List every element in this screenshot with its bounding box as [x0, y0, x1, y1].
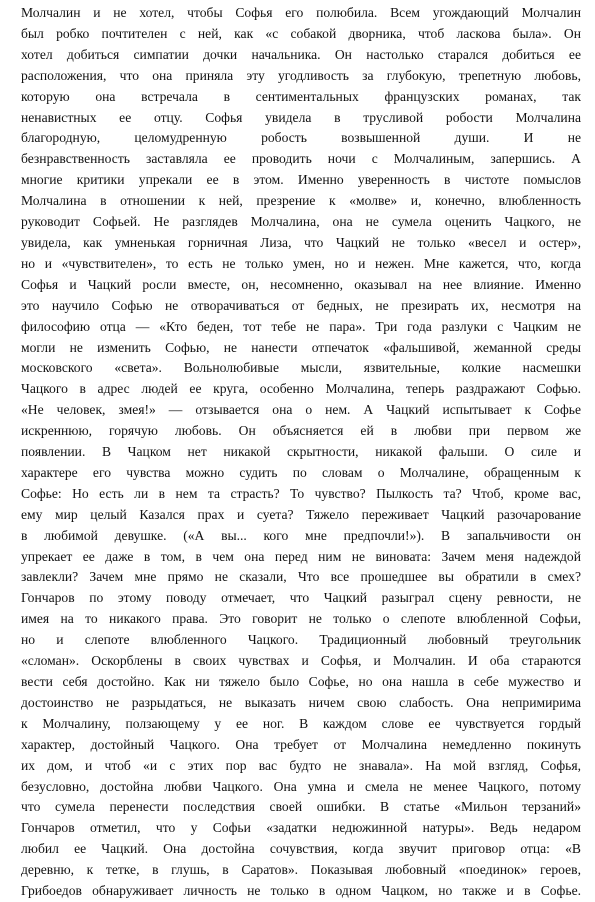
text-line: достоинство не разрыдаться, не выказать ничем свою слабость. Она непримирима: [21, 694, 581, 710]
text-line: которую она встречала в сентиментальных французских романах, так: [21, 88, 581, 104]
text-line: «сломан». Оскорблены в своих чувствах и Софья, и Молчалин. И оба стараются: [21, 653, 581, 669]
text-line: но и слепоте влюбленного Чацкого. Традиционный любовный треугольник: [21, 632, 581, 648]
text-line: что сумела перенести последствия своей ошибки. В статье «Мильон терзаний»: [21, 799, 581, 815]
text-line: Молчалин и не хотел, чтобы Софья его полюбила. Всем угождающий Молчалин: [21, 5, 581, 20]
text-line: искреннюю, горячую любовь. Он объясняется ей в любви при первом же: [21, 423, 581, 439]
text-line: любил ее Чацкий. Она достойна сочувствия, когда звучит приговор отца: «В: [21, 841, 581, 857]
text-line: московского «света». Вольнолюбивые мысли, язвительные, колкие насмешки: [21, 360, 581, 376]
text-line: характере его чувства можно судить по словам о Молчалине, обращенным к: [21, 464, 581, 480]
text-line: это научило Софью не отворачиваться от бедных, не презирать их, несмотря на: [21, 297, 581, 313]
text-line: ему мир целый Казался прах и суета? Тяжело переживает Чацкий разочарование: [21, 506, 581, 522]
text-line: появлении. В Чацком нет никакой скрытности, никакой фальши. О силе и: [21, 444, 581, 460]
text-line: Грибоедов обнаруживает личность не только в одном Чацком, но также и в Софье.: [21, 883, 581, 899]
body-text: [21, 3, 581, 902]
text-line: многие критики упрекали ее в этом. Именно уверенность в чистоте помыслов: [21, 172, 581, 188]
text-line: имея на то никакого права. Это говорит не только о слепоте влюбленной Софьи,: [21, 611, 581, 627]
text-line: Гончаров по этому поводу отмечает, что Чацкий разыграл сцену ревности, не: [21, 590, 581, 606]
text-line: завлекли? Зачем мне прямо не сказали, Что все прошедшее вы обратили в смех?: [21, 569, 581, 585]
text-line: «Не человек, змея!» — отзывается она о нем. А Чацкий испытывает к Софье: [21, 402, 581, 418]
text-line: к Молчалину, ползающему у ее ног. В каждом слове ее чувствуется гордый: [21, 715, 581, 731]
text-line: Софья и Чацкий росли вместе, он, несомненно, оказывал на нее влияние. Именно: [21, 276, 581, 292]
text-line: расположения, что она приняла эту угодливость за глубокую, трепетную любовь,: [21, 67, 581, 83]
text-line: Гончаров отметил, что у Софьи «задатки недюжинной натуры». Ведь недаром: [21, 820, 581, 836]
text-line: благородную, целомудренную робость возвышенной души. И не: [21, 130, 581, 146]
text-line: был робко почтителен с ней, как «с собакой дворника, чтоб ласкова была». Он: [21, 25, 581, 41]
text-line: ненавистных ее отцу. Софья увидела в трусливой робости Молчалина: [21, 109, 581, 125]
text-line: Чацкого в адрес людей ее круга, особенно Молчалина, теперь раздражают Софью.: [21, 381, 581, 397]
text-line: безусловно, достойна любви Чацкого. Она умна и смела не менее Чацкого, потому: [21, 778, 581, 794]
text-line: вести себя достойно. Как ни тяжело было Софье, но она нашла в себе мужество и: [21, 674, 581, 689]
text-line: деревню, к тетке, в глушь, в Саратов». Показывая любовный «поединок» героев,: [21, 862, 581, 878]
text-line: руководит Софьей. Не разглядев Молчалина, она не сумела оценить Чацкого, не: [21, 214, 581, 230]
text-line: Молчалина в отношении к ней, презрение к «молве» и, конечно, влюбленность: [21, 193, 581, 209]
text-line: Софье: Но есть ли в нем та страсть? То чувство? Пылкость та? Чтоб, кроме вас,: [21, 485, 581, 501]
text-line: в любимой девушке. («А вы... кого мне предпочли!»). В запальчивости он: [21, 527, 581, 543]
text-line: философию отца — «Кто беден, тот тебе не пара». Три года разлуки с Чацким не: [21, 318, 581, 334]
text-line: безнравственность заставляла ее проводить ночи с Молчалиным, запершись. А: [21, 151, 581, 167]
text-line: увидела, как умненькая горничная Лиза, что Чацкий не только «весел и остер»,: [21, 234, 581, 250]
text-line: могли не изменить Софью, не нанести отпечаток «фальшивой, жеманной среды: [21, 339, 581, 355]
text-line: их дом, и чтоб «и с этих пор вас будто не знавала». На мой взгляд, Софья,: [21, 757, 581, 773]
text-line: упрекает ее даже в том, в чем она перед ним не виновата: Зачем меня надеждой: [21, 548, 581, 564]
text-line: но и «чувствителен», то есть не только умен, но и нежен. Мне кажется, что, когда: [21, 255, 581, 271]
text-line: хотел добиться симпатии дочки начальника. Он настолько старался добиться ее: [21, 46, 581, 62]
text-line: характер, достойный Чацкого. Она требует от Молчалина немедленно покинуть: [21, 736, 581, 752]
